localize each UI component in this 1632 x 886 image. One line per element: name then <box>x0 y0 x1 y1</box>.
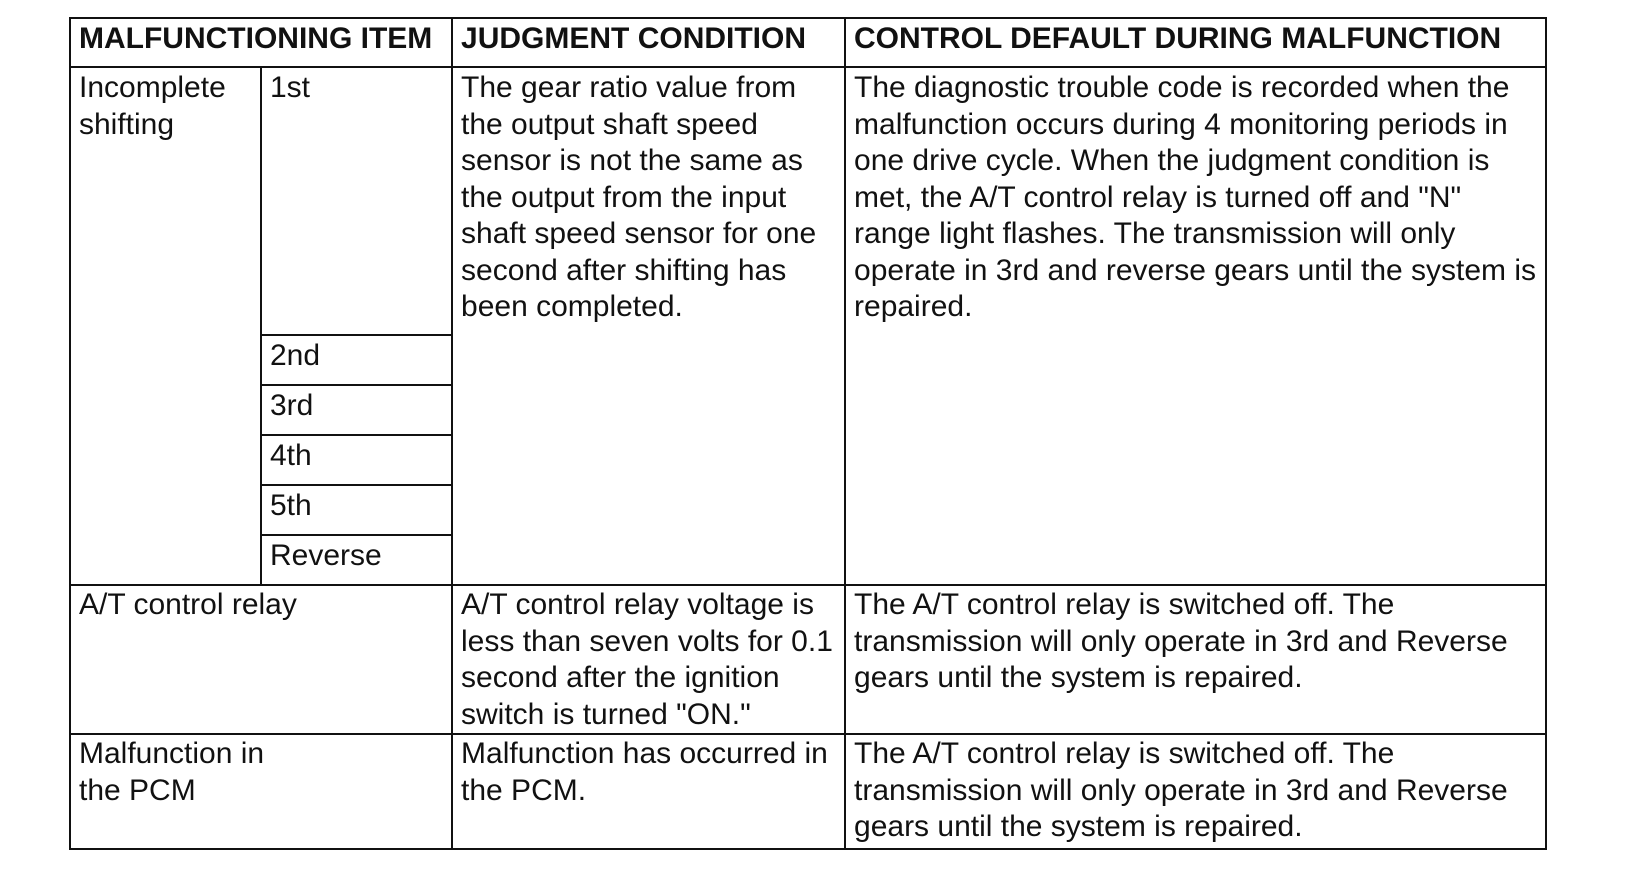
gear-reverse: Reverse <box>261 535 452 585</box>
header-malfunctioning-item: MALFUNCTIONING ITEM <box>70 18 452 67</box>
default-incomplete-shifting: The diagnostic trouble code is recorded when the malfunction occurs during 4 monitoring periods in one drive cycle. When the judgment condition is met, the A/T control relay is turned off and "N" range light flashes. The transmission will only operate in 3rd and reverse gears until the system is repaired. <box>845 67 1546 585</box>
header-control-default: CONTROL DEFAULT DURING MALFUNCTION <box>845 18 1546 67</box>
table-row <box>70 734 1546 849</box>
table-row <box>70 585 1546 734</box>
item-pcm-malfunction: Malfunction in the PCM <box>70 734 452 849</box>
header-row <box>70 18 1546 67</box>
condition-incomplete-shifting: The gear ratio value from the output shaft speed sensor is not the same as the output from the input shaft speed sensor for one second after shifting has been completed. <box>452 67 845 585</box>
gear-1st: 1st <box>261 67 452 335</box>
malfunction-table <box>69 17 1547 850</box>
gear-5th: 5th <box>261 485 452 535</box>
gear-2nd: 2nd <box>261 335 452 385</box>
default-pcm-malfunction: The A/T control relay is switched off. The transmission will only operate in 3rd and Reverse gears until the system is repaired. <box>845 734 1546 849</box>
item-at-control-relay: A/T control relay <box>70 585 452 734</box>
condition-pcm-malfunction: Malfunction has occurred in the PCM. <box>452 734 845 849</box>
gear-4th: 4th <box>261 435 452 485</box>
default-at-control-relay: The A/T control relay is switched off. The transmission will only operate in 3rd and Reverse gears until the system is repaired. <box>845 585 1546 734</box>
table-row <box>70 67 1546 335</box>
gear-3rd: 3rd <box>261 385 452 435</box>
header-judgment-condition: JUDGMENT CONDITION <box>452 18 845 67</box>
item-incomplete-shifting: Incomplete shifting <box>70 67 261 585</box>
condition-at-control-relay: A/T control relay voltage is less than seven volts for 0.1 second after the ignition switch is turned "ON." <box>452 585 845 734</box>
